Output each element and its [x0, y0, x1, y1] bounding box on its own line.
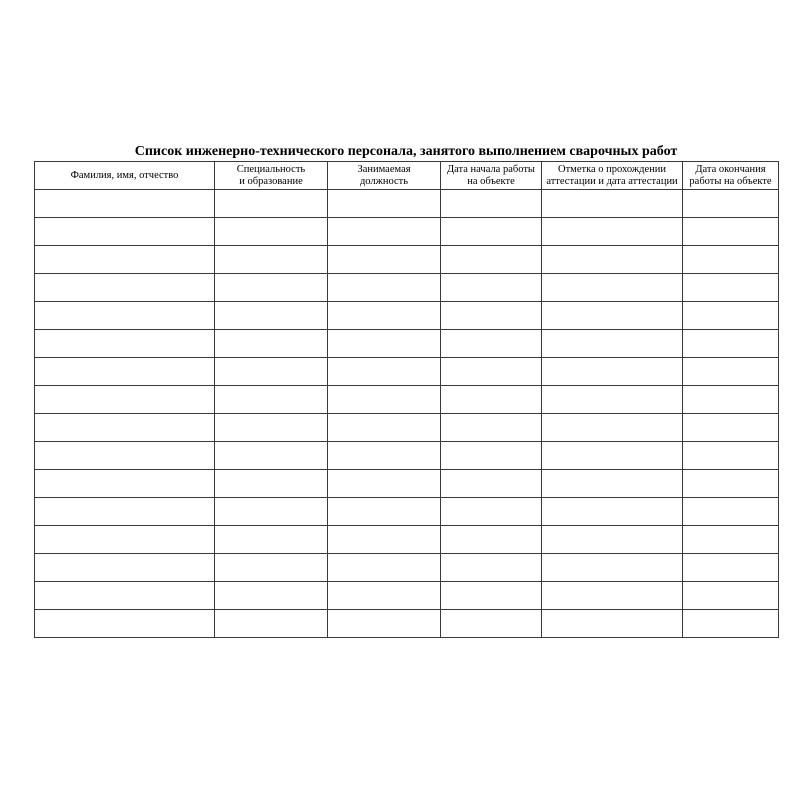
header-full-name-line-1: Фамилия, имя, отчество: [70, 169, 179, 181]
cell-full-name[interactable]: [35, 442, 215, 470]
cell-full-name[interactable]: [35, 190, 215, 218]
cell-full-name[interactable]: [35, 358, 215, 386]
cell-specialty[interactable]: [215, 554, 328, 582]
cell-end-date[interactable]: [683, 442, 779, 470]
header-certification: [542, 162, 683, 190]
cell-end-date[interactable]: [683, 330, 779, 358]
table-row: [35, 190, 779, 218]
cell-specialty[interactable]: [215, 274, 328, 302]
cell-position[interactable]: [328, 190, 441, 218]
cell-end-date[interactable]: [683, 414, 779, 442]
cell-start-date[interactable]: [441, 610, 542, 638]
cell-end-date[interactable]: [683, 610, 779, 638]
cell-start-date[interactable]: [441, 498, 542, 526]
cell-certification[interactable]: [542, 414, 683, 442]
cell-full-name[interactable]: [35, 302, 215, 330]
cell-position[interactable]: [328, 414, 441, 442]
header-end-date: [683, 162, 779, 190]
cell-full-name[interactable]: [35, 218, 215, 246]
cell-specialty[interactable]: [215, 302, 328, 330]
cell-position[interactable]: [328, 442, 441, 470]
header-specialty: [215, 162, 328, 190]
cell-start-date[interactable]: [441, 246, 542, 274]
cell-end-date[interactable]: [683, 274, 779, 302]
cell-start-date[interactable]: [441, 554, 542, 582]
header-end-date-line-2: работы на объекте: [689, 175, 772, 187]
cell-full-name[interactable]: [35, 330, 215, 358]
cell-position[interactable]: [328, 386, 441, 414]
header-specialty-line-2: и образование: [239, 175, 303, 187]
cell-position[interactable]: [328, 470, 441, 498]
cell-certification[interactable]: [542, 526, 683, 554]
table-row: [35, 218, 779, 246]
cell-position[interactable]: [328, 218, 441, 246]
cell-certification[interactable]: [542, 582, 683, 610]
cell-position[interactable]: [328, 302, 441, 330]
table-body: [35, 190, 779, 638]
cell-certification[interactable]: [542, 358, 683, 386]
table-row: [35, 386, 779, 414]
cell-start-date[interactable]: [441, 190, 542, 218]
cell-specialty[interactable]: [215, 442, 328, 470]
document-title: Список инженерно-технического персонала, занятого выполнением сварочных работ: [134, 144, 678, 159]
cell-certification[interactable]: [542, 498, 683, 526]
cell-position[interactable]: [328, 358, 441, 386]
cell-certification[interactable]: [542, 610, 683, 638]
cell-specialty[interactable]: [215, 526, 328, 554]
cell-end-date[interactable]: [683, 526, 779, 554]
cell-certification[interactable]: [542, 218, 683, 246]
header-start-date: [441, 162, 542, 190]
table-header-row: [35, 162, 779, 190]
cell-full-name[interactable]: [35, 470, 215, 498]
cell-end-date[interactable]: [683, 358, 779, 386]
cell-full-name[interactable]: [35, 610, 215, 638]
cell-end-date[interactable]: [683, 302, 779, 330]
cell-start-date[interactable]: [441, 526, 542, 554]
table-row: [35, 442, 779, 470]
table-row: [35, 498, 779, 526]
cell-full-name[interactable]: [35, 414, 215, 442]
table-row: [35, 470, 779, 498]
header-certification-line-2: аттестации и дата аттестации: [546, 175, 678, 187]
cell-start-date[interactable]: [441, 470, 542, 498]
cell-full-name[interactable]: [35, 498, 215, 526]
table-row: [35, 414, 779, 442]
cell-certification[interactable]: [542, 330, 683, 358]
cell-position[interactable]: [328, 330, 441, 358]
header-position-line-1: Занимаемая: [357, 163, 411, 175]
cell-specialty[interactable]: [215, 246, 328, 274]
cell-start-date[interactable]: [441, 386, 542, 414]
cell-full-name[interactable]: [35, 246, 215, 274]
cell-start-date[interactable]: [441, 442, 542, 470]
cell-certification[interactable]: [542, 386, 683, 414]
cell-specialty[interactable]: [215, 386, 328, 414]
cell-specialty[interactable]: [215, 470, 328, 498]
header-start-date-line-2: на объекте: [467, 175, 515, 187]
cell-full-name[interactable]: [35, 582, 215, 610]
cell-certification[interactable]: [542, 274, 683, 302]
header-full-name: [35, 162, 215, 190]
cell-position[interactable]: [328, 526, 441, 554]
table-row: [35, 610, 779, 638]
cell-end-date[interactable]: [683, 582, 779, 610]
cell-start-date[interactable]: [441, 302, 542, 330]
cell-position[interactable]: [328, 246, 441, 274]
cell-specialty[interactable]: [215, 498, 328, 526]
header-position: [328, 162, 441, 190]
cell-full-name[interactable]: [35, 554, 215, 582]
cell-position[interactable]: [328, 610, 441, 638]
table-row: [35, 330, 779, 358]
cell-start-date[interactable]: [441, 274, 542, 302]
cell-end-date[interactable]: [683, 246, 779, 274]
personnel-table: [34, 161, 779, 638]
cell-specialty[interactable]: [215, 414, 328, 442]
cell-specialty[interactable]: [215, 582, 328, 610]
cell-position[interactable]: [328, 498, 441, 526]
cell-end-date[interactable]: [683, 190, 779, 218]
cell-specialty[interactable]: [215, 610, 328, 638]
header-certification-line-1: Отметка о прохождении: [558, 163, 666, 175]
header-end-date-line-1: Дата окончания: [695, 163, 766, 175]
cell-specialty[interactable]: [215, 218, 328, 246]
cell-end-date[interactable]: [683, 470, 779, 498]
header-position-line-2: должность: [359, 175, 409, 187]
cell-full-name[interactable]: [35, 526, 215, 554]
cell-specialty[interactable]: [215, 190, 328, 218]
cell-certification[interactable]: [542, 190, 683, 218]
header-specialty-line-1: Специальность: [236, 163, 306, 175]
cell-position[interactable]: [328, 554, 441, 582]
cell-position[interactable]: [328, 582, 441, 610]
cell-certification[interactable]: [542, 246, 683, 274]
cell-full-name[interactable]: [35, 386, 215, 414]
table-row: [35, 554, 779, 582]
cell-start-date[interactable]: [441, 218, 542, 246]
cell-position[interactable]: [328, 274, 441, 302]
cell-certification[interactable]: [542, 554, 683, 582]
cell-start-date[interactable]: [441, 582, 542, 610]
table-row: [35, 582, 779, 610]
cell-certification[interactable]: [542, 470, 683, 498]
cell-start-date[interactable]: [441, 358, 542, 386]
cell-certification[interactable]: [542, 442, 683, 470]
cell-start-date[interactable]: [441, 330, 542, 358]
cell-full-name[interactable]: [35, 274, 215, 302]
cell-start-date[interactable]: [441, 414, 542, 442]
cell-end-date[interactable]: [683, 386, 779, 414]
cell-end-date[interactable]: [683, 554, 779, 582]
table-row: [35, 358, 779, 386]
cell-certification[interactable]: [542, 302, 683, 330]
table-row: [35, 274, 779, 302]
table-row: [35, 526, 779, 554]
cell-end-date[interactable]: [683, 498, 779, 526]
table-row: [35, 302, 779, 330]
header-start-date-line-1: Дата начала работы: [447, 163, 535, 175]
cell-specialty[interactable]: [215, 358, 328, 386]
cell-end-date[interactable]: [683, 218, 779, 246]
table-row: [35, 246, 779, 274]
cell-specialty[interactable]: [215, 330, 328, 358]
